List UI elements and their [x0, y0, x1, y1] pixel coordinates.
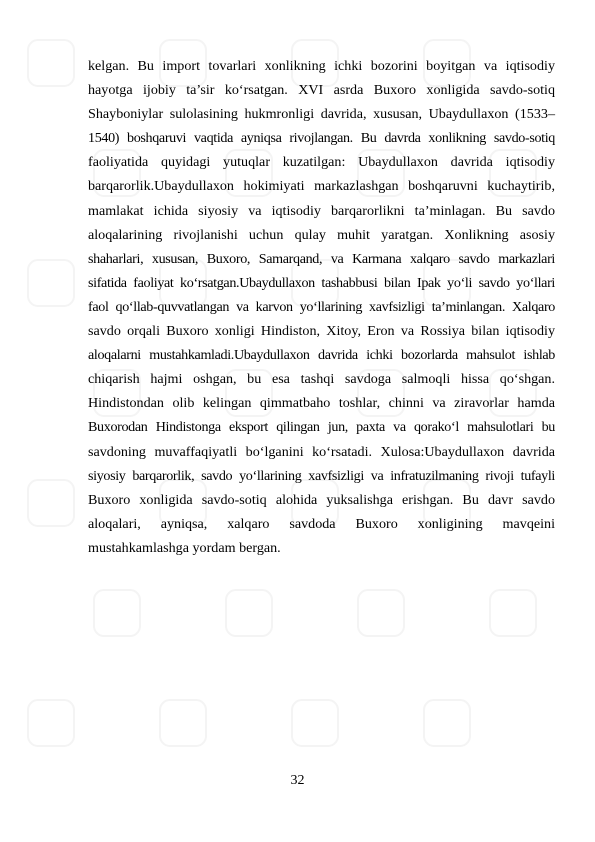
text-line: 1540) boshqaruvi vaqtida ayniqsa rivojlangan. Bu davrda xonlikning savdo-sotiq [88, 130, 555, 147]
text-line: savdo orqali Buxoro xonligi Hindiston, Xitoy, Eron va Rossiya bilan iqtisodiy [88, 323, 555, 340]
text-line: Hindistondan olib kelingan qimmatbaho toshlar, chinni va ziravorlar hamda [88, 395, 555, 412]
text-line: Buxoro xonligida savdo-sotiq alohida yuksalishga erishgan. Bu davr savdo [88, 491, 555, 508]
text-line: mustahkamlashga yordam bergan. [88, 539, 281, 556]
text-line: Buxorodan Hindistonga eksport qilingan jun, paxta va qorako‘l mahsulotlari bu [88, 419, 555, 436]
body-text [88, 54, 555, 560]
text-line: aloqalari, ayniqsa, xalqaro savdoda Buxoro xonligining mavqeini [88, 515, 555, 532]
text-line: barqarorlik.Ubaydullaxon hokimiyati markazlashgan boshqaruvni kuchaytirib, [88, 178, 555, 195]
text-line: kelgan. Bu import tovarlari xonlikning ichki bozorini boyitgan va iqtisodiy [88, 58, 555, 74]
text-line: chiqarish hajmi oshgan, bu esa tashqi savdoga salmoqli hissa qo‘shgan. [88, 371, 555, 388]
text-line: savdoning muvaffaqiyatli bo‘lganini ko‘rsatadi. Xulosa:Ubaydullaxon davrida [88, 443, 555, 460]
text-line: sifatida faoliyat ko‘rsatgan.Ubaydullaxon tashabbusi bilan Ipak yo‘li savdo yo‘llari [88, 274, 555, 291]
text-line: faol qo‘llab-quvvatlangan va karvon yo‘llarining xavfsizligi ta’minlangan. Xalqaro [88, 298, 555, 315]
text-line: mamlakat ichida siyosiy va iqtisodiy barqarorlikni ta’minlagan. Bu savdo [88, 202, 555, 219]
text-line: Shayboniylar sulolasining hukmronligi davrida, xususan, Ubaydullaxon (1533– [88, 106, 555, 123]
text-line: aloqalarni mustahkamladi.Ubaydullaxon davrida ichki bozorlarda mahsulot ishlab [88, 347, 555, 364]
text-line: aloqalarining rivojlanishi uchun qulay muhit yaratgan. Xonlikning asosiy [88, 226, 555, 243]
text-line: hayotga ijobiy ta’sir ko‘rsatgan. XVI asrda Buxoro xonligida savdo-sotiq [88, 82, 555, 99]
page-number: 32 [290, 773, 305, 788]
text-line: siyosiy barqarorlik, savdo yo‘llarining xavfsizligi va infratuzilmaning rivoji tufayli [88, 467, 555, 484]
text-line: faoliyatida quyidagi yutuqlar kuzatilgan: Ubaydullaxon davrida iqtisodiy [88, 154, 555, 171]
text-line: shaharlari, xususan, Buxoro, Samarqand, va Karmana xalqaro savdo markazlari [88, 250, 555, 267]
